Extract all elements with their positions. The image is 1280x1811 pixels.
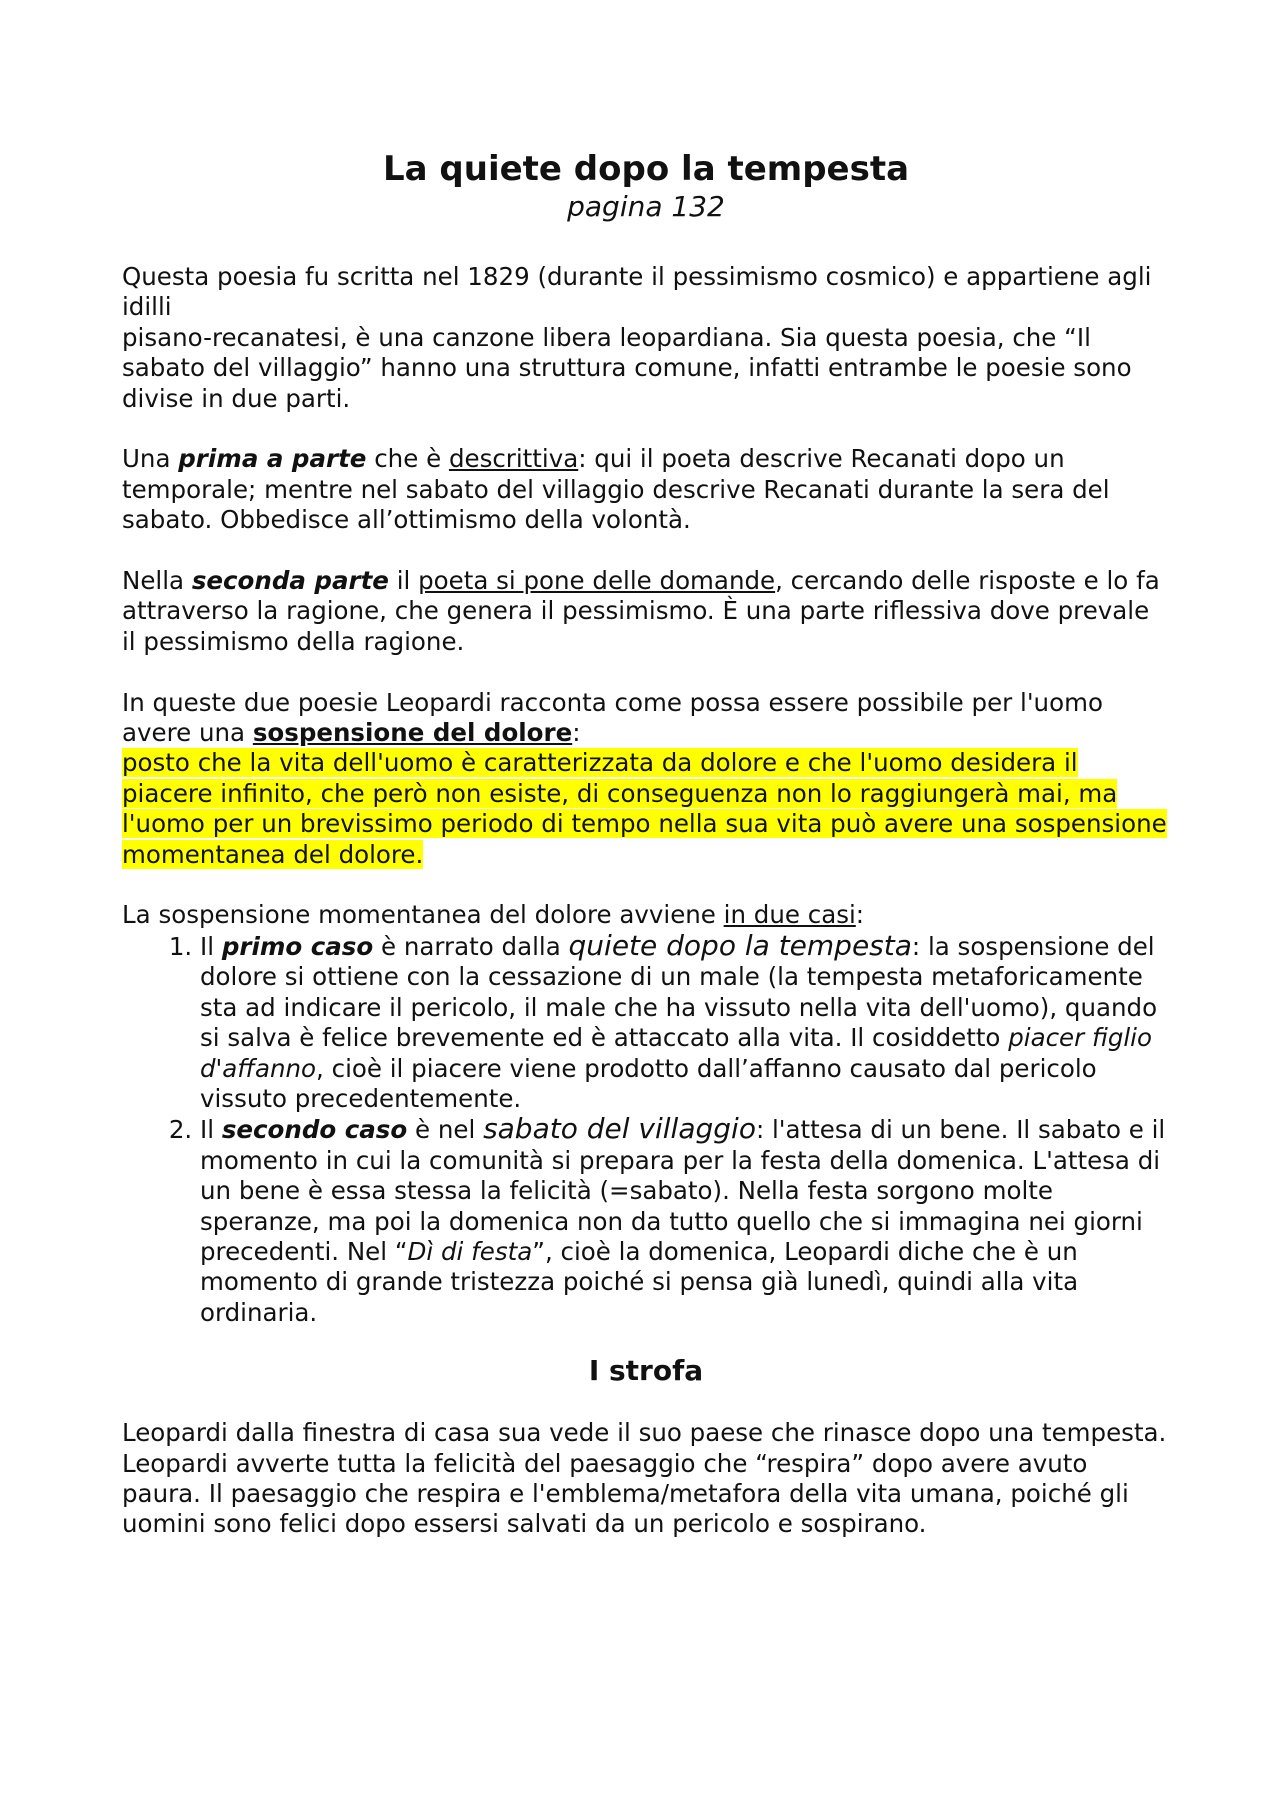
quote-term: piacer figlio d'affanno (200, 1023, 1152, 1083)
text-run: : (855, 900, 865, 930)
quote-term: Dì di festa (407, 1236, 533, 1266)
intro-line-1: Questa poesia fu scritta nel 1829 (durante il pessimismo cosmico) e appartiene agli idilli (122, 262, 1152, 322)
text-run: è nel (407, 1115, 484, 1145)
second-part-term: seconda parte (191, 566, 389, 596)
text-run: , cioè il piacere viene prodotto dall’affanno causato dal pericolo vissuto precedentemente. (200, 1053, 1097, 1113)
second-part-paragraph (122, 566, 1170, 657)
descriptive-term: descrittiva (448, 444, 579, 474)
section-heading: I strofa (588, 1354, 704, 1388)
text-run: , cercando delle risposte e lo fa attraverso la ragione, che genera il pessimismo. È una parte riflessiva dove prevale il pessimismo della ragione. (122, 566, 1160, 656)
list-item (200, 928, 1170, 1114)
text-run: Una (122, 444, 179, 474)
text-run: : qui il poeta descrive Recanati dopo un temporale; mentre nel sabato del villaggio descrive Recanati durante la sera del sabato. Obbedisce all’ottimismo della volontà. (122, 444, 1110, 535)
text-run: La sospensione momentanea del dolore avviene (122, 900, 724, 930)
highlighted-passage: posto che la vita dell'uomo è caratterizzata da dolore e che l'uomo desidera il piacere infinito, che però non esiste, di conseguenza non lo raggiungerà mai, ma l'uomo per un brevissimo periodo di tempo nella sua vita può avere una sospensione momentanea del dolore. (122, 748, 1167, 869)
page-subtitle: pagina 132 (567, 190, 725, 223)
intro-paragraph (122, 262, 1170, 414)
first-part-paragraph (122, 444, 1170, 535)
suspension-paragraph (122, 688, 1170, 870)
page-title: La quiete dopo la tempesta (382, 149, 910, 189)
text-run: è narrato dalla (373, 931, 569, 961)
text-run: Il (200, 1115, 222, 1145)
poem-title: sabato del villaggio (483, 1112, 756, 1146)
suspension-term: sospensione del dolore (252, 718, 573, 748)
case-term: primo caso (221, 931, 374, 961)
text-run: che è (366, 444, 449, 474)
first-part-term: prima a parte (178, 444, 367, 474)
cases-section (122, 900, 1170, 1328)
text-run: Nella (122, 566, 192, 596)
text-run: : la sospensione del dolore si ottiene con la cessazione di un male (la tempesta metaforicamente sta ad indicare il pericolo, il male che ha vissuto nella vita dell'uomo), quando si salva è felice brevemente ed è attaccato alla vita. Il cosiddetto (200, 931, 1158, 1053)
list-item (200, 1114, 1170, 1328)
text-run: In queste due poesie Leopardi racconta come possa essere possibile per l'uomo avere una (122, 687, 1103, 748)
strofa-paragraph: Leopardi dalla finestra di casa sua vede il suo paese che rinasce dopo una tempesta. Leopardi avverte tutta la felicità del paesaggio che “respira” dopo avere avuto paura. Il paesaggio che respira e l'emblema/metafora della vita umana, poiché gli uomini sono felici dopo essersi salvati da un pericolo e sospirano. (122, 1418, 1167, 1539)
intro-line-2: pisano-recanatesi, è una canzone libera leopardiana. Sia questa poesia, che “Il sabato del villaggio” hanno una struttura comune, infatti entrambe le poesie sono divise in due parti. (122, 322, 1132, 413)
questions-term: poeta si pone delle domande (418, 566, 776, 596)
text-run: il (388, 566, 419, 596)
text-run: ”, cioè la domenica, Leopardi diche che è un momento di grande tristezza poiché si pensa già lunedì, quindi alla vita ordinaria. (200, 1236, 1079, 1327)
poem-title: quiete dopo la tempesta (568, 928, 912, 962)
text-run: : (572, 718, 581, 748)
text-run: : l'attesa di un bene. Il sabato e il momento in cui la comunità si prepara per la festa della domenica. L'attesa di un bene è essa stessa la felicità (=sabato). Nella festa sorgono molte speranze, ma poi la domenica non da tutto quello che si immagina nei giorni precedenti. Nel “ (200, 1115, 1166, 1266)
text-run: Il (200, 931, 222, 961)
cases-intro (122, 900, 1170, 930)
two-cases-term: in due casi (723, 900, 856, 930)
cases-list (122, 928, 1170, 1328)
case-term: secondo caso (221, 1115, 408, 1145)
document-page (122, 148, 1170, 1570)
